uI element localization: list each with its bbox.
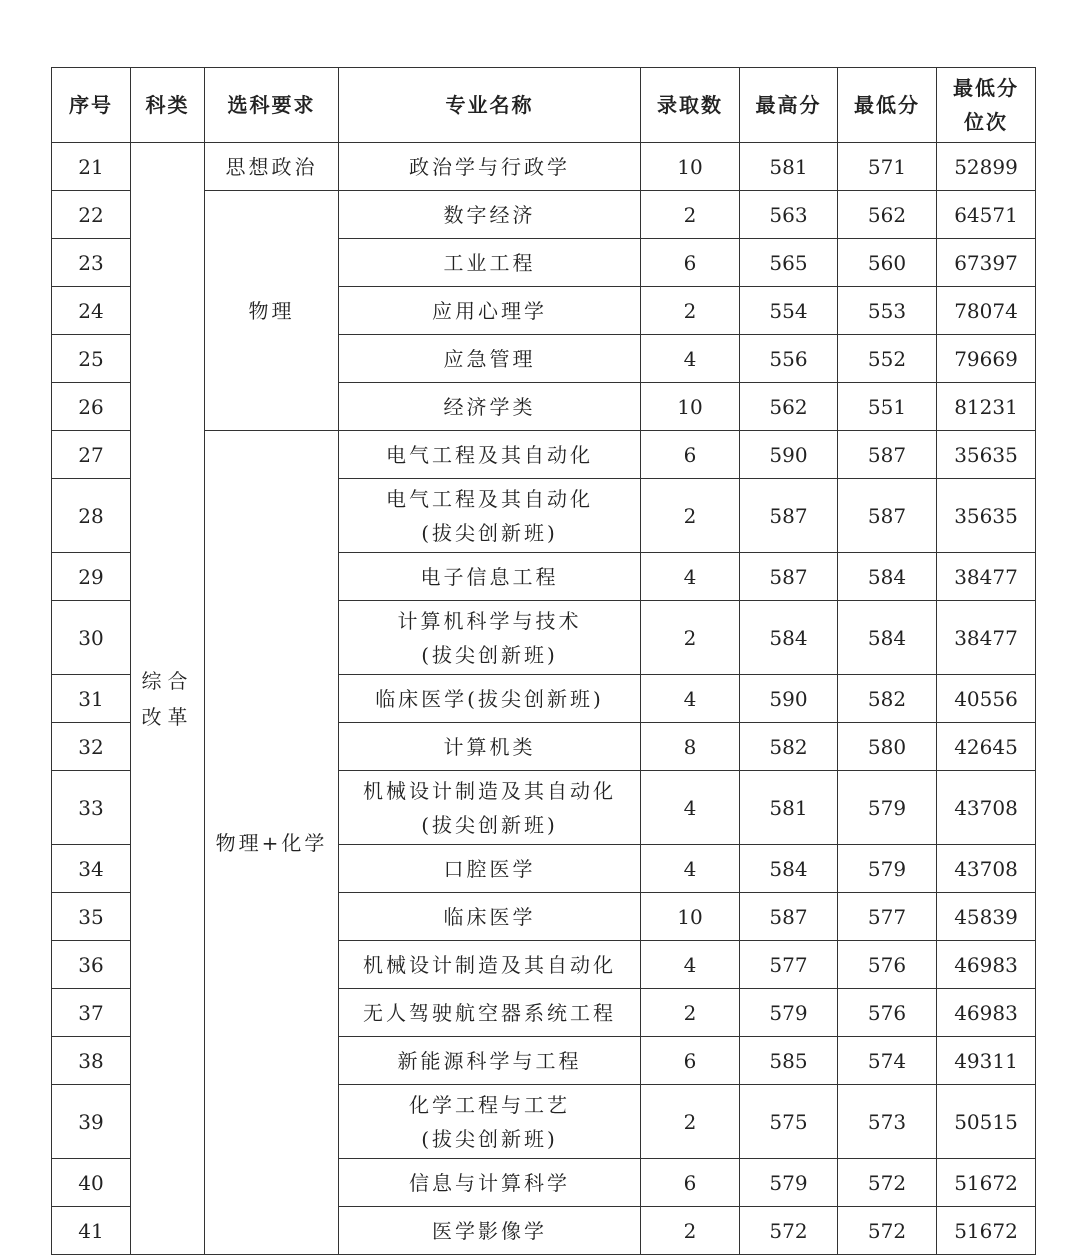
cell-min-rank: 38477 xyxy=(937,601,1036,675)
cell-min-rank: 43708 xyxy=(937,845,1036,893)
header-min-rank xyxy=(937,68,1036,143)
cell-min-rank: 45839 xyxy=(937,893,1036,941)
cell-min-score: 571 xyxy=(838,143,937,191)
cell-min-rank: 42645 xyxy=(937,723,1036,771)
header-admitted-count: 录取数 xyxy=(641,68,740,143)
cell-min-rank: 50515 xyxy=(937,1085,1036,1159)
cell-min-rank: 52899 xyxy=(937,143,1036,191)
cell-min-score: 552 xyxy=(838,335,937,383)
cell-admitted-count: 2 xyxy=(641,191,740,239)
cell-admitted-count: 4 xyxy=(641,845,740,893)
cell-min-rank: 40556 xyxy=(937,675,1036,723)
cell-admitted-count: 4 xyxy=(641,553,740,601)
cell-major-name xyxy=(339,191,641,239)
cell-major-name xyxy=(339,1207,641,1255)
cell-admitted-count: 2 xyxy=(641,1207,740,1255)
cell-max-score: 556 xyxy=(740,335,838,383)
cell-min-score: 576 xyxy=(838,989,937,1037)
cell-seq: 35 xyxy=(52,893,131,941)
major-name-line1: 机械设计制造及其自动化 xyxy=(363,778,616,803)
header-min-score: 最低分 xyxy=(838,68,937,143)
cell-min-rank: 46983 xyxy=(937,941,1036,989)
cell-max-score: 590 xyxy=(740,675,838,723)
cell-admitted-count: 6 xyxy=(641,239,740,287)
major-name-line1: 电气工程及其自动化 xyxy=(386,486,593,511)
cell-major-name xyxy=(339,723,641,771)
category-label xyxy=(138,663,198,735)
cell-min-score: 577 xyxy=(838,893,937,941)
major-name-line2: (拔尖创新班) xyxy=(421,520,558,545)
cell-min-rank: 51672 xyxy=(937,1207,1036,1255)
cell-major-name xyxy=(339,771,641,845)
cell-admitted-count: 6 xyxy=(641,1037,740,1085)
cell-min-score: 587 xyxy=(838,479,937,553)
cell-min-score: 576 xyxy=(838,941,937,989)
cell-major-name xyxy=(339,553,641,601)
cell-min-rank: 49311 xyxy=(937,1037,1036,1085)
major-name-line1: 临床医学(拔尖创新班) xyxy=(375,686,604,711)
cell-major-name xyxy=(339,941,641,989)
cell-seq: 29 xyxy=(52,553,131,601)
cell-max-score: 562 xyxy=(740,383,838,431)
header-subject-requirement: 选科要求 xyxy=(205,68,339,143)
cell-major-name xyxy=(339,431,641,479)
cell-seq: 36 xyxy=(52,941,131,989)
major-name-line1: 计算机科学与技术 xyxy=(397,608,582,633)
cell-admitted-count: 10 xyxy=(641,383,740,431)
cell-min-score: 584 xyxy=(838,601,937,675)
cell-admitted-count: 2 xyxy=(641,989,740,1037)
cell-admitted-count: 2 xyxy=(641,601,740,675)
cell-admitted-count: 6 xyxy=(641,431,740,479)
cell-seq: 39 xyxy=(52,1085,131,1159)
cell-seq: 31 xyxy=(52,675,131,723)
major-name-line1: 电气工程及其自动化 xyxy=(386,442,593,467)
major-name-line2: (拔尖创新班) xyxy=(421,642,558,667)
header-category: 科类 xyxy=(131,68,205,143)
subject-group-politics: 思想政治 xyxy=(205,143,339,191)
subject-group-physics: 物理 xyxy=(205,191,339,431)
major-name-line2: (拔尖创新班) xyxy=(421,1126,558,1151)
cell-admitted-count: 10 xyxy=(641,143,740,191)
cell-min-rank: 35635 xyxy=(937,431,1036,479)
cell-min-rank: 79669 xyxy=(937,335,1036,383)
cell-max-score: 565 xyxy=(740,239,838,287)
header-min-rank-line1: 最低分 xyxy=(953,76,1019,100)
subject-group-physics-chemistry: 物理+化学 xyxy=(205,431,339,1255)
cell-min-score: 551 xyxy=(838,383,937,431)
cell-category xyxy=(131,143,205,1255)
major-name-line1: 数字经济 xyxy=(443,202,536,227)
cell-seq: 33 xyxy=(52,771,131,845)
category-label-line2: 改革 xyxy=(141,704,194,729)
cell-max-score: 590 xyxy=(740,431,838,479)
table-body xyxy=(52,143,1036,1255)
cell-min-score: 572 xyxy=(838,1159,937,1207)
major-name-line2: (拔尖创新班) xyxy=(421,812,558,837)
cell-min-rank: 67397 xyxy=(937,239,1036,287)
cell-seq: 32 xyxy=(52,723,131,771)
cell-major-name xyxy=(339,675,641,723)
cell-max-score: 581 xyxy=(740,143,838,191)
category-label-line1: 综合 xyxy=(141,668,194,693)
major-name-line1: 经济学类 xyxy=(443,394,536,419)
cell-seq: 40 xyxy=(52,1159,131,1207)
cell-max-score: 577 xyxy=(740,941,838,989)
cell-min-rank: 81231 xyxy=(937,383,1036,431)
cell-major-name xyxy=(339,845,641,893)
cell-admitted-count: 10 xyxy=(641,893,740,941)
cell-admitted-count: 4 xyxy=(641,675,740,723)
cell-max-score: 554 xyxy=(740,287,838,335)
major-name-line1: 工业工程 xyxy=(443,250,536,275)
cell-admitted-count: 2 xyxy=(641,479,740,553)
major-name-line1: 无人驾驶航空器系统工程 xyxy=(363,1000,616,1025)
header-min-rank-line2: 位次 xyxy=(964,110,1008,134)
cell-major-name xyxy=(339,989,641,1037)
major-name-line1: 应急管理 xyxy=(443,346,536,371)
cell-admitted-count: 6 xyxy=(641,1159,740,1207)
cell-seq: 41 xyxy=(52,1207,131,1255)
cell-max-score: 579 xyxy=(740,989,838,1037)
cell-min-score: 580 xyxy=(838,723,937,771)
cell-major-name xyxy=(339,239,641,287)
major-name-line1: 机械设计制造及其自动化 xyxy=(363,952,616,977)
cell-major-name xyxy=(339,601,641,675)
cell-min-rank: 51672 xyxy=(937,1159,1036,1207)
cell-min-score: 573 xyxy=(838,1085,937,1159)
cell-seq: 30 xyxy=(52,601,131,675)
cell-min-score: 587 xyxy=(838,431,937,479)
cell-max-score: 581 xyxy=(740,771,838,845)
cell-admitted-count: 4 xyxy=(641,335,740,383)
cell-min-score: 582 xyxy=(838,675,937,723)
cell-seq: 28 xyxy=(52,479,131,553)
major-name-line1: 信息与计算科学 xyxy=(409,1170,570,1195)
cell-max-score: 579 xyxy=(740,1159,838,1207)
cell-min-rank: 46983 xyxy=(937,989,1036,1037)
cell-major-name xyxy=(339,893,641,941)
cell-min-score: 579 xyxy=(838,771,937,845)
cell-seq: 24 xyxy=(52,287,131,335)
cell-max-score: 584 xyxy=(740,845,838,893)
table-header-row xyxy=(52,68,1036,143)
cell-min-rank: 38477 xyxy=(937,553,1036,601)
cell-min-score: 560 xyxy=(838,239,937,287)
cell-admitted-count: 4 xyxy=(641,941,740,989)
cell-max-score: 563 xyxy=(740,191,838,239)
cell-min-score: 574 xyxy=(838,1037,937,1085)
cell-major-name xyxy=(339,479,641,553)
cell-min-score: 572 xyxy=(838,1207,937,1255)
cell-seq: 23 xyxy=(52,239,131,287)
cell-admitted-count: 4 xyxy=(641,771,740,845)
cell-major-name xyxy=(339,1159,641,1207)
cell-min-score: 584 xyxy=(838,553,937,601)
cell-min-rank: 78074 xyxy=(937,287,1036,335)
major-name-line1: 应用心理学 xyxy=(432,298,547,323)
major-name-line1: 新能源科学与工程 xyxy=(397,1048,582,1073)
cell-max-score: 575 xyxy=(740,1085,838,1159)
admission-table xyxy=(51,67,1036,1255)
cell-seq: 27 xyxy=(52,431,131,479)
major-name-line1: 政治学与行政学 xyxy=(409,154,570,179)
cell-min-score: 553 xyxy=(838,287,937,335)
header-max-score: 最高分 xyxy=(740,68,838,143)
cell-major-name xyxy=(339,1085,641,1159)
cell-major-name xyxy=(339,143,641,191)
cell-seq: 21 xyxy=(52,143,131,191)
cell-major-name xyxy=(339,1037,641,1085)
cell-seq: 34 xyxy=(52,845,131,893)
cell-admitted-count: 2 xyxy=(641,1085,740,1159)
major-name-line1: 化学工程与工艺 xyxy=(409,1092,570,1117)
header-seq: 序号 xyxy=(52,68,131,143)
major-name-line1: 计算机类 xyxy=(443,734,536,759)
cell-admitted-count: 2 xyxy=(641,287,740,335)
cell-major-name xyxy=(339,287,641,335)
cell-max-score: 572 xyxy=(740,1207,838,1255)
major-name-line1: 医学影像学 xyxy=(432,1218,547,1243)
major-name-line1: 电子信息工程 xyxy=(420,564,559,589)
cell-max-score: 584 xyxy=(740,601,838,675)
table-row xyxy=(52,143,1036,191)
cell-max-score: 587 xyxy=(740,553,838,601)
cell-max-score: 582 xyxy=(740,723,838,771)
cell-min-rank: 35635 xyxy=(937,479,1036,553)
cell-major-name xyxy=(339,383,641,431)
major-name-line1: 口腔医学 xyxy=(443,856,536,881)
cell-seq: 38 xyxy=(52,1037,131,1085)
cell-major-name xyxy=(339,335,641,383)
header-major-name: 专业名称 xyxy=(339,68,641,143)
cell-admitted-count: 8 xyxy=(641,723,740,771)
cell-seq: 25 xyxy=(52,335,131,383)
cell-max-score: 587 xyxy=(740,479,838,553)
cell-max-score: 585 xyxy=(740,1037,838,1085)
cell-max-score: 587 xyxy=(740,893,838,941)
major-name-line1: 临床医学 xyxy=(443,904,536,929)
cell-seq: 37 xyxy=(52,989,131,1037)
cell-min-rank: 43708 xyxy=(937,771,1036,845)
cell-min-score: 579 xyxy=(838,845,937,893)
cell-min-score: 562 xyxy=(838,191,937,239)
cell-min-rank: 64571 xyxy=(937,191,1036,239)
cell-seq: 26 xyxy=(52,383,131,431)
cell-seq: 22 xyxy=(52,191,131,239)
